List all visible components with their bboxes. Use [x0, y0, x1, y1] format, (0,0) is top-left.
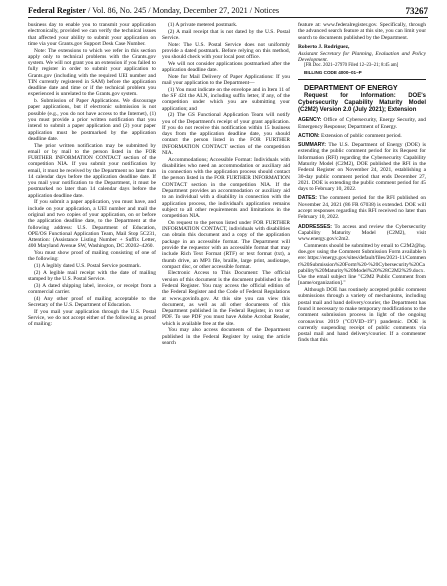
divider [298, 79, 426, 80]
paragraph: If you submit a paper application, you must have, and include on your application, a UEI number and mail the original and two copies of your application, on or before the application deadline date, to the Department at the following address: U.S. Department of Education, OPE/OS Functional Application Team, Mail Stop 5C231, Attention: (Assistance Listing Number + Suffix Letter, 400 Maryland Avenue SW, Washington, DC 20202–4260. [28, 199, 156, 250]
paragraph: (4) Any other proof of mailing acceptable to the Secretary of the U.S. Department of Education. [28, 295, 156, 308]
paragraph: (1) A private metered postmark. [168, 22, 238, 28]
header-details: / Vol. 86, No. 245 / Monday, December 27, 2021 / Notices [85, 6, 280, 15]
paragraph: Note: The extensions to which we refer in this section apply only to technical problems with the Grants.gov system. We will not grant you an extension if you failed to fully register in order to submit your application to Grants.gov (including with the required UEI number and TIN currently registered in SAM) before the application deadline date and time or if the technical problem you experienced is unrelated to the Grants.gov system. [28, 47, 156, 98]
page-number: 73267 [405, 6, 428, 16]
field-label: ADDRESSES: [298, 223, 333, 230]
paragraph: The prior written notification may be submitted by email or by mail to the person listed in the FOR FURTHER INFORMATION CONTACT section of the competition NIA. If you submit your notification by email, it must be received by the Department no later than 14 calendar days before the application deadline date. If you mail your notification to the Department, it must be postmarked no later than 14 calendar days before the application deadline date. [28, 142, 156, 199]
column-1 [28, 22, 156, 328]
paragraph: (2) The GS Functional Application Team will notify you of the Department's receipt of your grant application. If you do not receive this notification within 15 business days from the application deadline date, you should contact the person listed in the FOR FURTHER INFORMATION CONTACT section of the competition NIA. [162, 112, 290, 156]
paragraph: On request to the person listed under FOR FURTHER INFORMATION CONTACT, individuals with disabilities can obtain this document and a copy of the application package in an accessible format. The Department will provide the requestor with an accessible format that may include Rich Text Format (RTF) or text format (txt), a thumb drive, an MP3 file, braille, large print, audiotape, compact disc, or other accessible format. [162, 219, 290, 270]
field-label: ACTION: [298, 132, 320, 139]
paragraph: We will not consider applications postmarked after the application deadline date. [162, 60, 290, 74]
field-text: Extension of public comment period. [319, 132, 402, 139]
summary-field [298, 142, 426, 192]
paragraph: (3) A dated shipping label, invoice, or receipt from a commercial carrier. [28, 282, 156, 295]
field-text: The U.S. Department of Energy (DOE) is extending the public comment period for its Request for Information (RFI) regarding the Cybersecurity Capability Maturity Model (C2M2), DOE published the RFI in the Federal Register on November 24, 2021, establishing a 30-day public comment period that ends December 27, 2021. DOE is extending the public comment period for 45 days to February 10, 2022. [298, 142, 426, 193]
signer-name: Roberto J. Rodriguez, [298, 43, 350, 50]
paragraph: (2) A legible mail receipt with the date of mailing stamped by the U.S. Postal Service. [28, 269, 156, 282]
paragraph: b. Submission of Paper Applications. We discourage paper applications, but if electronic submission is not possible (e.g., you do not have access to the Internet), (1) you must provide a prior written notification that you intend to submit a paper application and (2) your paper application must be postmarked by the application deadline date. [28, 98, 156, 142]
paragraph: Electronic Access to This Document: The official version of this document is the document published in the Federal Register. You may access the official edition of the Federal Register and the Code of Federal Regulations at www.govinfo.gov. At this site you can view this document, as well as all other documents of this Department published in the Federal Register, in text or PDF. To use PDF you must have Adobe Acrobat Reader, which is available free at the site. [162, 270, 290, 327]
paragraph: You may also access documents of the Department published in the Federal Register by using the article search [162, 327, 290, 346]
action-field [298, 133, 426, 139]
agency-field [298, 117, 426, 130]
field-label: SUMMARY: [298, 142, 326, 149]
paragraph: Accommodations; Accessible Format: Individuals with disabilities who need an accommodation or auxiliary aid in connection with the application process should contact the person listed in the FOR FURTHER INFORMATION CONTACT section in the competition NIA. If the Department provides an accommodation or auxiliary aid to an individual with a disability in connection with the application process, the individual's application remains subject to all other requirements and limitations in the competition NIA. [162, 156, 290, 220]
signature-block [298, 44, 426, 63]
header-citation [28, 5, 279, 17]
paragraph: You must show proof of mailing consisting of one of the following: [28, 250, 156, 263]
field-text: Office of Cybersecurity, Energy Security, and Emergency Response; Department of Energy. [298, 117, 426, 130]
paragraph: Note for Mail Delivery of Paper Applications: If you mail your application to the Department— [162, 73, 290, 87]
paragraph: business day to enable you to transmit your application electronically, provided we can verify the technical issues that affected your ability to submit your application on time via your Grants.gov Support Desk Case Number. [28, 22, 156, 47]
column-3 [298, 22, 426, 344]
signer-title: Assistant Secretary for Planning, Evaluation and Policy Development. [298, 50, 426, 63]
dates-field [298, 195, 426, 220]
fr-doc-line: [FR Doc. 2021–27970 Filed 12–23–21; 8:45 am] [304, 63, 399, 69]
page-header [28, 5, 428, 18]
field-text: To access and review the Cybersecurity Capability Maturity Model (C2M2), visit www.energy.gov/c2m2. [298, 223, 426, 243]
billing-code: BILLING CODE 4000–01–P [304, 70, 362, 76]
column-2 [162, 22, 290, 347]
journal-name: Federal Register [28, 6, 86, 15]
paragraph: (1) A legibly dated U.S. Postal Service postmark. [34, 263, 141, 270]
paragraph: (1) You must indicate on the envelope and in Item 11 of the SF 424 the ALN, including suffix letter, if any, of the competition under which you are submitting your application; and [162, 86, 290, 112]
agency-heading: DEPARTMENT OF ENERGY [304, 83, 398, 93]
addresses-field [298, 224, 426, 243]
field-label: DATES: [298, 195, 317, 202]
paragraph: Although DOE has routinely accepted public comment submissions through a variety of mechanisms, including postal mail and hand delivery/courier, the Department has found it necessary to make temporary modifications to the comment submission process in light of the ongoing coronavirus 2019 ("COVID–19") pandemic. DOE is currently suspending receipt of public comments via postal mail and hand delivery/courier. If a commenter finds that this [298, 287, 426, 344]
field-label: AGENCY: [298, 117, 322, 124]
paragraph: If you mail your application through the U.S. Postal Service, we do not accept either of the following as proof of mailing: [28, 308, 156, 328]
paragraph: Note: The U.S. Postal Service does not uniformly provide a dated postmark. Before relying on this method, you should check with your local post office. [162, 41, 290, 61]
document-title: Request for Information: DOE's Cybersecurity Capability Maturity Model (C2M2) Version 2.0 (July 2021); Extension [298, 93, 426, 114]
paragraph: feature at: www.federalregister.gov. Specifically, through the advanced search feature at this site, you can limit your search to documents published by the Department. [298, 22, 426, 41]
field-text: The comment period for the RFI published on November 24, 2021 (86 FR 67038) is extended. DOE will accept responses regarding this RFI received no later than February 10, 2022. [298, 195, 426, 221]
paragraph: (2) A mail receipt that is not dated by the U.S. Postal Service. [162, 28, 290, 41]
paragraph: Comments should be submitted by email to C2M2@hq.doe.gov using the Comment Submission Form available here: https://energy.gov/sites/default/files/2021-11/Comment%20Submission%20Form%20-%20Cybersecurity%20Capability%20Maturity%20Model%20%28C2M2%29.docx. Use the email subject line "C2M2 Public Comment from [name/organization]." [298, 242, 426, 287]
